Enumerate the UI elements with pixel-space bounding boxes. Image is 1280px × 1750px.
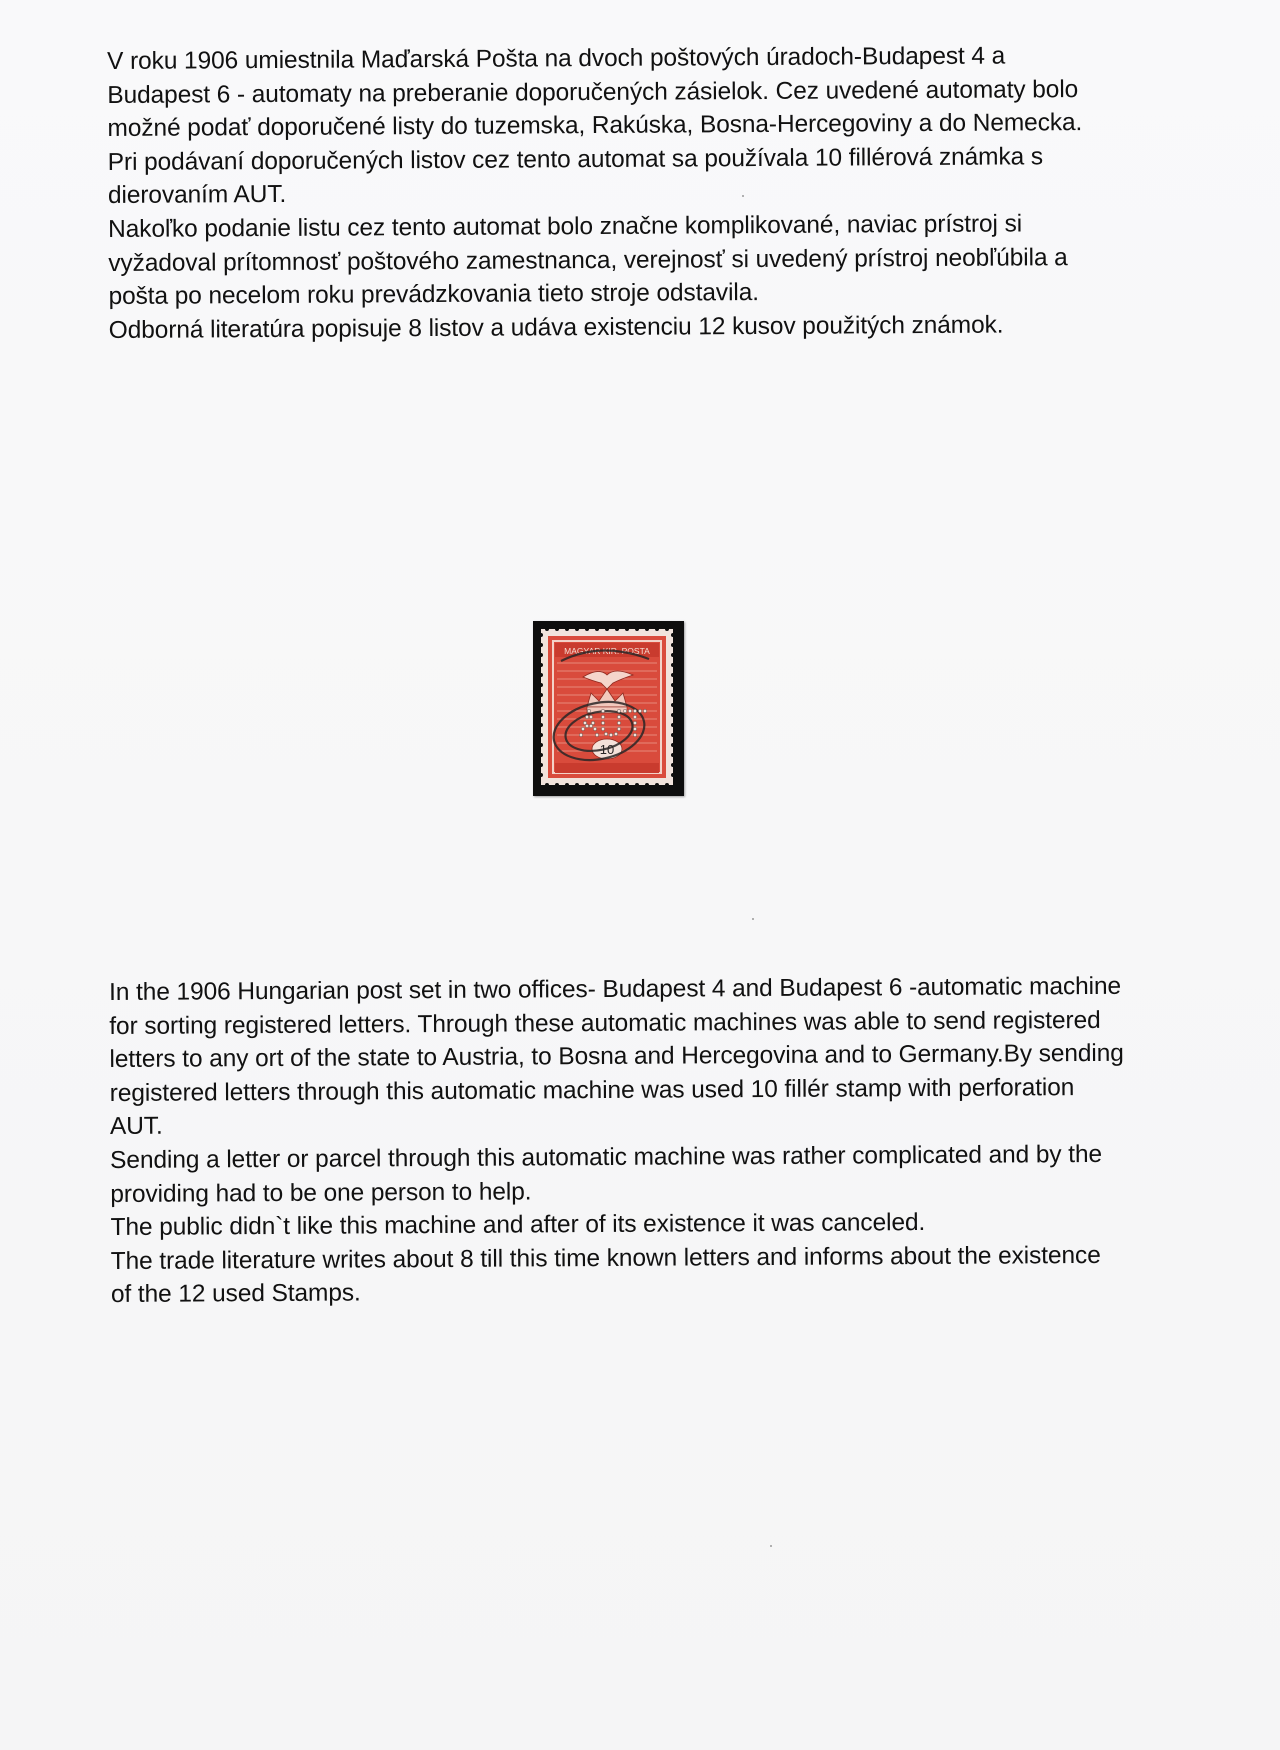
english-description [109,970,1125,1312]
english-line: for sorting registered letters. Through these automatic machines was able to send registered [109,1006,1101,1040]
slovak-line: pošta po necelom roku prevádzkovania tieto stroje odstavila. [108,279,760,311]
paper-speck [770,1545,772,1547]
slovak-line: Odborná literatúra popisuje 8 listov a udáva existenciu 12 kusov použitých známok. [108,311,1004,344]
slovak-line: V roku 1906 umiestnila Maďarská Pošta na dvoch poštových úradoch-Budapest 4 a [107,42,1006,75]
english-line: Sending a letter or parcel through this automatic machine was rather complicated and by the [110,1140,1103,1174]
english-line: of the 12 used Stamps. [110,1279,361,1309]
slovak-line: možné podať doporučené listy do tuzemska, Rakúska, Bosna-Hercegoviny a do Nemecka. [107,109,1083,143]
stamp-image [541,629,673,785]
english-line: letters to any ort of the state to Austria, to Bosna and Hercegovina and to Germany.By sending [109,1039,1124,1074]
stamp-value-text: 10 [599,742,615,757]
slovak-line: Pri podávaní doporučených listov cez tento automat sa používala 10 fillérová známka s [107,143,1044,176]
stamp-mount [533,621,684,796]
slovak-line: Nakoľko podanie listu cez tento automat bolo značne komplikované, naviac prístroj si [108,210,1023,243]
slovak-line: dierovaním AUT. [107,181,287,210]
slovak-description [107,39,1084,347]
english-line: In the 1906 Hungarian post set in two offices- Budapest 4 and Budapest 6 -automatic machine [109,972,1122,1006]
paper-speck [742,195,744,197]
slovak-line: vyžadoval prítomnosť poštového zamestnanca, verejnosť si uvedený prístroj neobľúbila a [108,243,1068,277]
english-line: AUT. [109,1113,163,1141]
stamp-country-text: MAGYAR KIR. POSTA [564,646,650,656]
english-line: The public didn`t like this machine and after of its existence it was canceled. [110,1209,926,1242]
english-line: The trade literature writes about 8 till this time known letters and informs about the existence [110,1241,1101,1275]
english-line: providing had to be one person to help. [110,1177,532,1208]
slovak-line: Budapest 6 - automaty na preberanie doporučených zásielok. Cez uvedené automaty bolo [107,75,1079,109]
english-line: registered letters through this automatic machine was used 10 fillér stamp with perforation [109,1073,1075,1107]
paper-speck [752,918,754,920]
